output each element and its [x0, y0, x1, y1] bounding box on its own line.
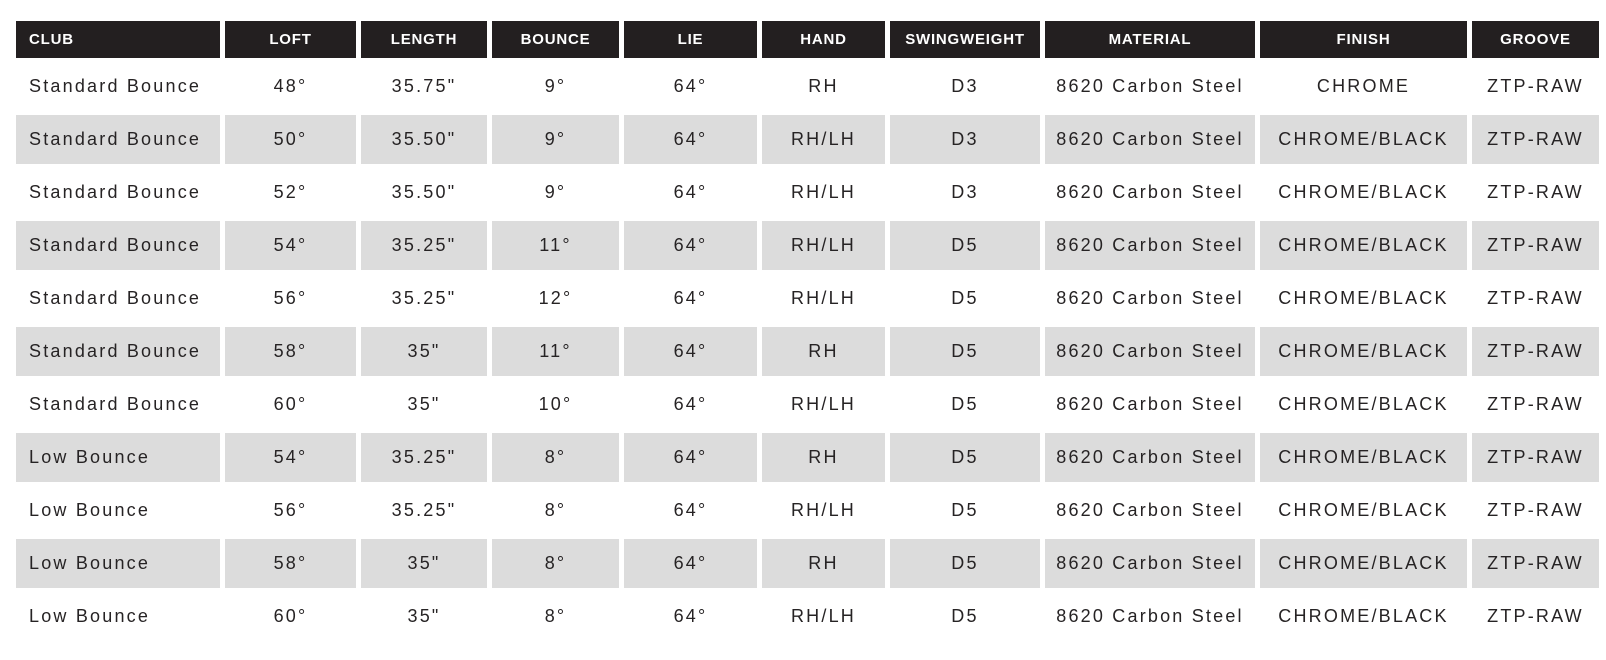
cell-club: Low Bounce: [16, 433, 220, 482]
cell-club: Standard Bounce: [16, 380, 220, 429]
cell-lie: 64°: [624, 327, 757, 376]
cell-hand: RH/LH: [762, 274, 885, 323]
spec-table-header: [16, 21, 1599, 58]
cell-loft: 54°: [225, 221, 356, 270]
cell-bounce: 11°: [492, 221, 619, 270]
cell-material: 8620 Carbon Steel: [1045, 380, 1255, 429]
cell-finish: CHROME/BLACK: [1260, 221, 1467, 270]
cell-swingweight: D3: [890, 115, 1040, 164]
cell-groove: ZTP-RAW: [1472, 486, 1599, 535]
cell-loft: 54°: [225, 433, 356, 482]
cell-material: 8620 Carbon Steel: [1045, 486, 1255, 535]
spec-row: [16, 168, 1599, 217]
cell-lie: 64°: [624, 486, 757, 535]
cell-club: Low Bounce: [16, 592, 220, 641]
cell-lie: 64°: [624, 539, 757, 588]
cell-length: 35": [361, 327, 487, 376]
cell-loft: 52°: [225, 168, 356, 217]
cell-hand: RH/LH: [762, 115, 885, 164]
col-header-finish: FINISH: [1260, 21, 1467, 58]
cell-swingweight: D3: [890, 62, 1040, 111]
cell-material: 8620 Carbon Steel: [1045, 327, 1255, 376]
cell-loft: 56°: [225, 486, 356, 535]
spec-table-container: [11, 17, 1604, 645]
cell-swingweight: D5: [890, 327, 1040, 376]
cell-groove: ZTP-RAW: [1472, 168, 1599, 217]
col-header-material: MATERIAL: [1045, 21, 1255, 58]
cell-club: Low Bounce: [16, 486, 220, 535]
spec-row: [16, 115, 1599, 164]
spec-row: [16, 62, 1599, 111]
cell-loft: 58°: [225, 539, 356, 588]
spec-row: [16, 592, 1599, 641]
cell-hand: RH: [762, 539, 885, 588]
spec-row: [16, 380, 1599, 429]
spec-row: [16, 274, 1599, 323]
cell-length: 35.50": [361, 115, 487, 164]
cell-hand: RH/LH: [762, 592, 885, 641]
cell-lie: 64°: [624, 221, 757, 270]
cell-hand: RH: [762, 62, 885, 111]
cell-finish: CHROME/BLACK: [1260, 592, 1467, 641]
cell-finish: CHROME/BLACK: [1260, 539, 1467, 588]
cell-groove: ZTP-RAW: [1472, 539, 1599, 588]
cell-material: 8620 Carbon Steel: [1045, 592, 1255, 641]
cell-material: 8620 Carbon Steel: [1045, 539, 1255, 588]
col-header-lie: LIE: [624, 21, 757, 58]
cell-length: 35.25": [361, 274, 487, 323]
cell-finish: CHROME/BLACK: [1260, 327, 1467, 376]
cell-hand: RH: [762, 327, 885, 376]
col-header-length: LENGTH: [361, 21, 487, 58]
cell-swingweight: D5: [890, 221, 1040, 270]
cell-finish: CHROME/BLACK: [1260, 433, 1467, 482]
cell-bounce: 9°: [492, 62, 619, 111]
spec-row: [16, 433, 1599, 482]
spec-row: [16, 221, 1599, 270]
col-header-hand: HAND: [762, 21, 885, 58]
cell-material: 8620 Carbon Steel: [1045, 221, 1255, 270]
spec-table-body: [16, 62, 1599, 641]
cell-loft: 48°: [225, 62, 356, 111]
cell-material: 8620 Carbon Steel: [1045, 274, 1255, 323]
header-row: [16, 21, 1599, 58]
cell-hand: RH: [762, 433, 885, 482]
cell-material: 8620 Carbon Steel: [1045, 62, 1255, 111]
cell-bounce: 9°: [492, 168, 619, 217]
cell-length: 35.50": [361, 168, 487, 217]
cell-bounce: 8°: [492, 539, 619, 588]
cell-length: 35.25": [361, 221, 487, 270]
cell-groove: ZTP-RAW: [1472, 592, 1599, 641]
cell-lie: 64°: [624, 168, 757, 217]
cell-bounce: 11°: [492, 327, 619, 376]
spec-row: [16, 539, 1599, 588]
cell-length: 35": [361, 592, 487, 641]
cell-length: 35.75": [361, 62, 487, 111]
cell-club: Standard Bounce: [16, 62, 220, 111]
cell-hand: RH/LH: [762, 221, 885, 270]
cell-groove: ZTP-RAW: [1472, 221, 1599, 270]
cell-swingweight: D5: [890, 486, 1040, 535]
col-header-bounce: BOUNCE: [492, 21, 619, 58]
cell-finish: CHROME/BLACK: [1260, 274, 1467, 323]
cell-club: Standard Bounce: [16, 221, 220, 270]
cell-hand: RH/LH: [762, 486, 885, 535]
cell-material: 8620 Carbon Steel: [1045, 168, 1255, 217]
cell-length: 35": [361, 380, 487, 429]
cell-groove: ZTP-RAW: [1472, 115, 1599, 164]
cell-bounce: 8°: [492, 486, 619, 535]
col-header-swingweight: SWINGWEIGHT: [890, 21, 1040, 58]
cell-loft: 58°: [225, 327, 356, 376]
cell-length: 35.25": [361, 433, 487, 482]
cell-groove: ZTP-RAW: [1472, 380, 1599, 429]
spec-row: [16, 327, 1599, 376]
cell-lie: 64°: [624, 115, 757, 164]
cell-bounce: 8°: [492, 433, 619, 482]
cell-material: 8620 Carbon Steel: [1045, 433, 1255, 482]
cell-swingweight: D5: [890, 380, 1040, 429]
cell-groove: ZTP-RAW: [1472, 274, 1599, 323]
cell-club: Standard Bounce: [16, 274, 220, 323]
cell-groove: ZTP-RAW: [1472, 62, 1599, 111]
cell-lie: 64°: [624, 274, 757, 323]
cell-swingweight: D5: [890, 433, 1040, 482]
cell-loft: 56°: [225, 274, 356, 323]
col-header-club: CLUB: [16, 21, 220, 58]
col-header-loft: LOFT: [225, 21, 356, 58]
cell-loft: 60°: [225, 380, 356, 429]
cell-club: Standard Bounce: [16, 115, 220, 164]
cell-club: Standard Bounce: [16, 327, 220, 376]
cell-swingweight: D5: [890, 592, 1040, 641]
cell-loft: 50°: [225, 115, 356, 164]
cell-bounce: 8°: [492, 592, 619, 641]
cell-swingweight: D5: [890, 274, 1040, 323]
cell-finish: CHROME/BLACK: [1260, 486, 1467, 535]
cell-bounce: 10°: [492, 380, 619, 429]
cell-groove: ZTP-RAW: [1472, 327, 1599, 376]
cell-finish: CHROME/BLACK: [1260, 168, 1467, 217]
cell-finish: CHROME/BLACK: [1260, 380, 1467, 429]
cell-swingweight: D5: [890, 539, 1040, 588]
cell-finish: CHROME: [1260, 62, 1467, 111]
cell-hand: RH/LH: [762, 168, 885, 217]
cell-club: Standard Bounce: [16, 168, 220, 217]
cell-lie: 64°: [624, 380, 757, 429]
spec-table: [11, 17, 1604, 645]
cell-club: Low Bounce: [16, 539, 220, 588]
spec-row: [16, 486, 1599, 535]
cell-lie: 64°: [624, 62, 757, 111]
cell-finish: CHROME/BLACK: [1260, 115, 1467, 164]
cell-lie: 64°: [624, 592, 757, 641]
cell-bounce: 12°: [492, 274, 619, 323]
cell-swingweight: D3: [890, 168, 1040, 217]
cell-length: 35.25": [361, 486, 487, 535]
cell-bounce: 9°: [492, 115, 619, 164]
cell-lie: 64°: [624, 433, 757, 482]
cell-loft: 60°: [225, 592, 356, 641]
cell-groove: ZTP-RAW: [1472, 433, 1599, 482]
cell-hand: RH/LH: [762, 380, 885, 429]
cell-material: 8620 Carbon Steel: [1045, 115, 1255, 164]
col-header-groove: GROOVE: [1472, 21, 1599, 58]
cell-length: 35": [361, 539, 487, 588]
